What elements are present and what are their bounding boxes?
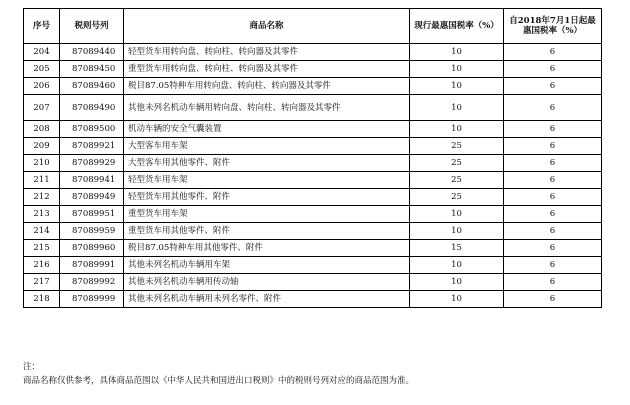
cell-seq: 217 xyxy=(24,274,60,291)
cell-name: 其他未列名机动车辆用车架 xyxy=(124,257,410,274)
table-row xyxy=(24,155,602,172)
cell-seq: 205 xyxy=(24,61,60,78)
table-row xyxy=(24,189,602,206)
cell-current-rate: 10 xyxy=(410,257,504,274)
table-row xyxy=(24,206,602,223)
cell-seq: 212 xyxy=(24,189,60,206)
cell-new-rate: 6 xyxy=(504,206,602,223)
cell-code: 87089960 xyxy=(60,240,124,257)
table-row xyxy=(24,291,602,308)
tariff-table xyxy=(23,8,602,308)
cell-code: 87089999 xyxy=(60,291,124,308)
cell-seq: 206 xyxy=(24,78,60,95)
footnote-label: 注： xyxy=(23,362,41,372)
cell-seq: 215 xyxy=(24,240,60,257)
cell-code: 87089951 xyxy=(60,206,124,223)
cell-current-rate: 10 xyxy=(410,78,504,95)
cell-current-rate: 25 xyxy=(410,138,504,155)
cell-code: 87089941 xyxy=(60,172,124,189)
cell-seq: 207 xyxy=(24,95,60,121)
cell-name: 大型客车用其他零件、附件 xyxy=(124,155,410,172)
cell-current-rate: 25 xyxy=(410,155,504,172)
cell-name: 重型货车用转向盘、转向柱、转向器及其零件 xyxy=(124,61,410,78)
cell-code: 87089949 xyxy=(60,189,124,206)
table-row xyxy=(24,274,602,291)
cell-current-rate: 10 xyxy=(410,121,504,138)
table-row xyxy=(24,121,602,138)
cell-current-rate: 10 xyxy=(410,274,504,291)
cell-seq: 211 xyxy=(24,172,60,189)
table-row xyxy=(24,240,602,257)
footnote xyxy=(23,360,623,388)
table-row xyxy=(24,78,602,95)
cell-seq: 216 xyxy=(24,257,60,274)
cell-name: 重型货车用其他零件、附件 xyxy=(124,223,410,240)
cell-new-rate: 6 xyxy=(504,78,602,95)
cell-seq: 218 xyxy=(24,291,60,308)
cell-current-rate: 10 xyxy=(410,61,504,78)
cell-new-rate: 6 xyxy=(504,189,602,206)
cell-new-rate: 6 xyxy=(504,138,602,155)
cell-name: 税目87.05特种车用其他零件、附件 xyxy=(124,240,410,257)
cell-name: 大型客车用车架 xyxy=(124,138,410,155)
cell-code: 87089460 xyxy=(60,78,124,95)
cell-code: 87089921 xyxy=(60,138,124,155)
table-header-row xyxy=(24,9,602,44)
cell-seq: 214 xyxy=(24,223,60,240)
cell-code: 87089959 xyxy=(60,223,124,240)
cell-current-rate: 15 xyxy=(410,240,504,257)
cell-name: 轻型货车用转向盘、转向柱、转向器及其零件 xyxy=(124,44,410,61)
table-row xyxy=(24,138,602,155)
cell-name: 税目87.05特种车用转向盘、转向柱、转向器及其零件 xyxy=(124,78,410,95)
header-new-rate: 自2018年7月1日起最惠国税率（%） xyxy=(504,9,602,44)
tariff-table-container xyxy=(23,8,601,308)
cell-code: 87089992 xyxy=(60,274,124,291)
cell-code: 87089440 xyxy=(60,44,124,61)
cell-code: 87089991 xyxy=(60,257,124,274)
cell-code: 87089490 xyxy=(60,95,124,121)
cell-name: 其他未列名机动车辆用未列名零件、附件 xyxy=(124,291,410,308)
cell-current-rate: 10 xyxy=(410,223,504,240)
cell-code: 87089500 xyxy=(60,121,124,138)
cell-seq: 209 xyxy=(24,138,60,155)
cell-seq: 213 xyxy=(24,206,60,223)
cell-new-rate: 6 xyxy=(504,44,602,61)
cell-current-rate: 10 xyxy=(410,44,504,61)
header-code: 税则号列 xyxy=(60,9,124,44)
cell-new-rate: 6 xyxy=(504,291,602,308)
cell-seq: 204 xyxy=(24,44,60,61)
table-row xyxy=(24,223,602,240)
cell-current-rate: 25 xyxy=(410,189,504,206)
cell-new-rate: 6 xyxy=(504,223,602,240)
cell-current-rate: 10 xyxy=(410,291,504,308)
table-row xyxy=(24,61,602,78)
cell-new-rate: 6 xyxy=(504,240,602,257)
header-name: 商品名称 xyxy=(124,9,410,44)
cell-new-rate: 6 xyxy=(504,61,602,78)
cell-code: 87089450 xyxy=(60,61,124,78)
cell-new-rate: 6 xyxy=(504,172,602,189)
cell-seq: 208 xyxy=(24,121,60,138)
cell-name: 其他未列名机动车辆用传动轴 xyxy=(124,274,410,291)
cell-new-rate: 6 xyxy=(504,155,602,172)
header-seq: 序号 xyxy=(24,9,60,44)
cell-name: 轻型货车用其他零件、附件 xyxy=(124,189,410,206)
cell-new-rate: 6 xyxy=(504,95,602,121)
cell-current-rate: 25 xyxy=(410,172,504,189)
cell-current-rate: 10 xyxy=(410,206,504,223)
cell-name: 轻型货车用车架 xyxy=(124,172,410,189)
table-row xyxy=(24,257,602,274)
cell-new-rate: 6 xyxy=(504,257,602,274)
footnote-text: 商品名称仅供参考，具体商品范围以《中华人民共和国进出口税则》中的税则号列对应的商品范围为准。 xyxy=(23,376,415,386)
cell-code: 87089929 xyxy=(60,155,124,172)
cell-name: 重型货车用车架 xyxy=(124,206,410,223)
cell-new-rate: 6 xyxy=(504,274,602,291)
header-current-rate: 现行最惠国税率（%） xyxy=(410,9,504,44)
table-body xyxy=(24,44,602,308)
table-row xyxy=(24,172,602,189)
table-row xyxy=(24,44,602,61)
cell-name: 其他未列名机动车辆用转向盘、转向柱、转向器及其零件 xyxy=(124,95,410,121)
cell-name: 机动车辆的安全气囊装置 xyxy=(124,121,410,138)
cell-seq: 210 xyxy=(24,155,60,172)
cell-current-rate: 10 xyxy=(410,95,504,121)
table-row xyxy=(24,95,602,121)
cell-new-rate: 6 xyxy=(504,121,602,138)
